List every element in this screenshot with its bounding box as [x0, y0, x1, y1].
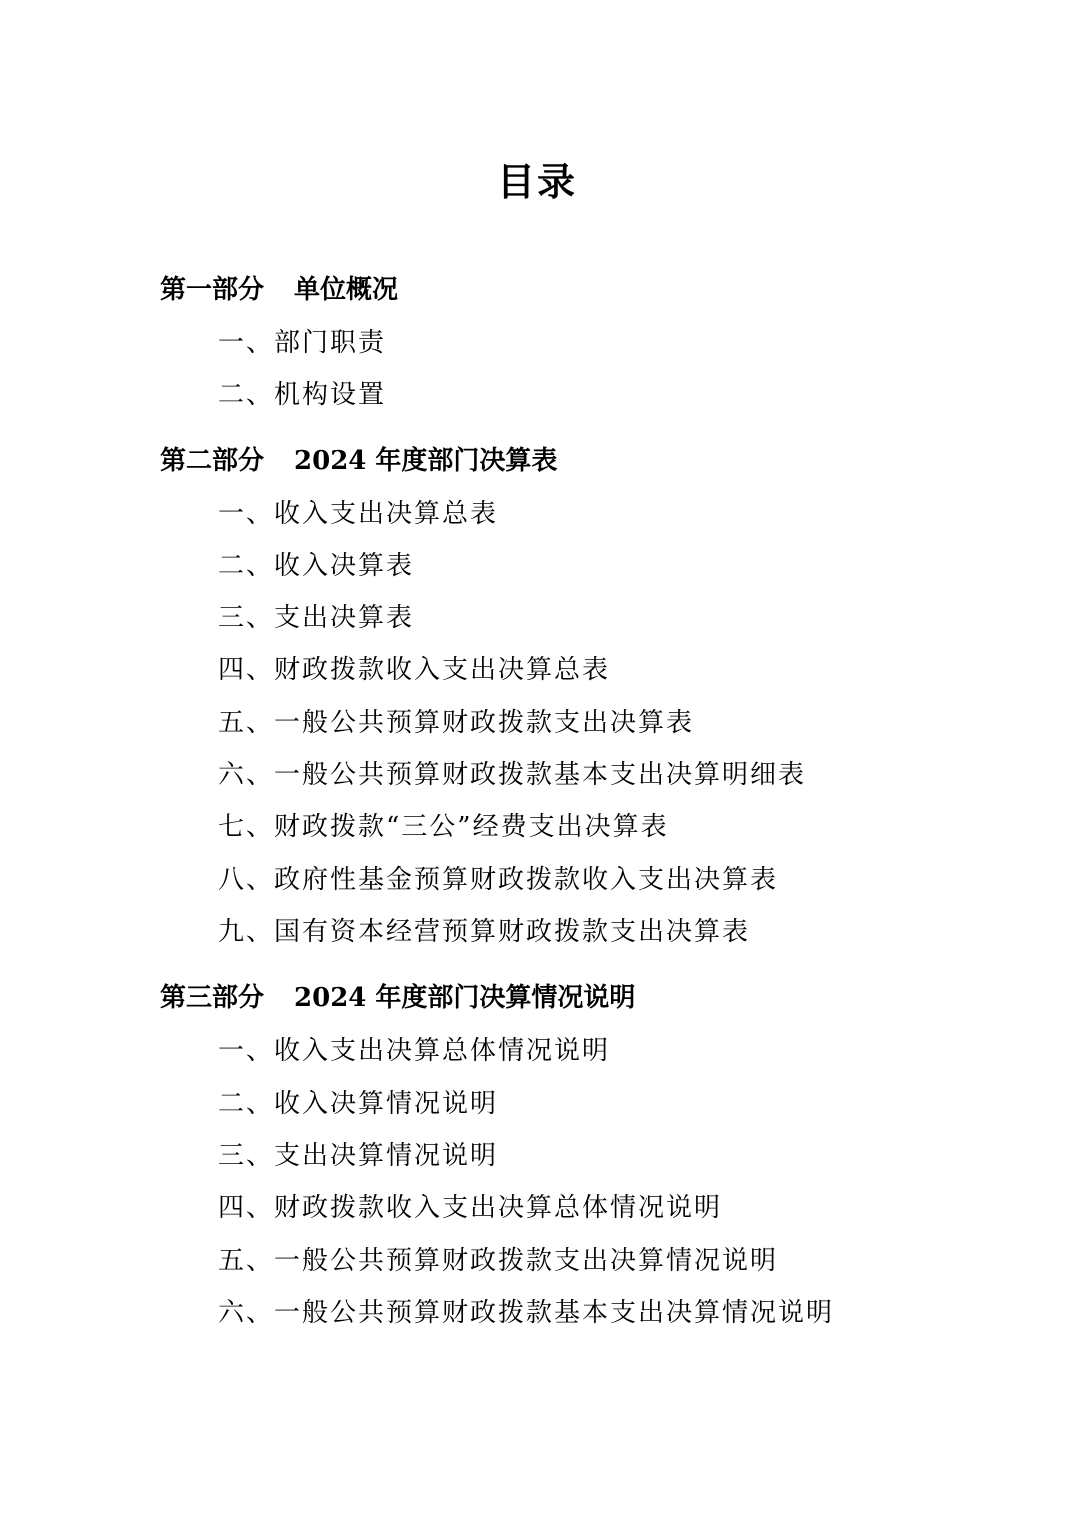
page-title: 目录	[496, 160, 577, 204]
section-name: 2024 年度部门决算情况说明	[294, 983, 636, 1013]
section-name: 2024 年度部门决算表	[294, 446, 558, 476]
toc-item: 二、机构设置	[218, 380, 387, 410]
toc-item: 九、国有资本经营预算财政拨款支出决算表	[218, 917, 751, 947]
toc-item: 一、收入支出决算总表	[218, 499, 499, 529]
section-part-label: 第二部分	[160, 446, 265, 476]
toc-item: 四、财政拨款收入支出决算总表	[218, 655, 611, 685]
section-part-label: 第一部分	[160, 275, 265, 305]
toc-item: 六、一般公共预算财政拨款基本支出决算明细表	[218, 760, 807, 790]
toc-item: 六、一般公共预算财政拨款基本支出决算情况说明	[218, 1298, 835, 1328]
toc-item: 七、财政拨款“三公”经费支出决算表	[218, 812, 669, 842]
section-name: 单位概况	[294, 275, 399, 305]
toc-item: 一、部门职责	[218, 328, 387, 358]
section-heading-1	[160, 272, 398, 308]
toc-item: 二、收入决算情况说明	[218, 1089, 499, 1119]
toc-item: 二、收入决算表	[218, 551, 415, 581]
toc-item: 八、政府性基金预算财政拨款收入支出决算表	[218, 865, 779, 895]
toc-item: 三、支出决算表	[218, 603, 415, 633]
toc-item: 五、一般公共预算财政拨款支出决算表	[218, 708, 695, 738]
toc-item: 三、支出决算情况说明	[218, 1141, 499, 1171]
section-part-label: 第三部分	[160, 983, 265, 1013]
section-heading-3	[160, 980, 635, 1016]
toc-item: 一、收入支出决算总体情况说明	[218, 1036, 611, 1066]
section-heading-2	[160, 443, 557, 479]
toc-item: 五、一般公共预算财政拨款支出决算情况说明	[218, 1246, 779, 1276]
toc-item: 四、财政拨款收入支出决算总体情况说明	[218, 1193, 723, 1223]
